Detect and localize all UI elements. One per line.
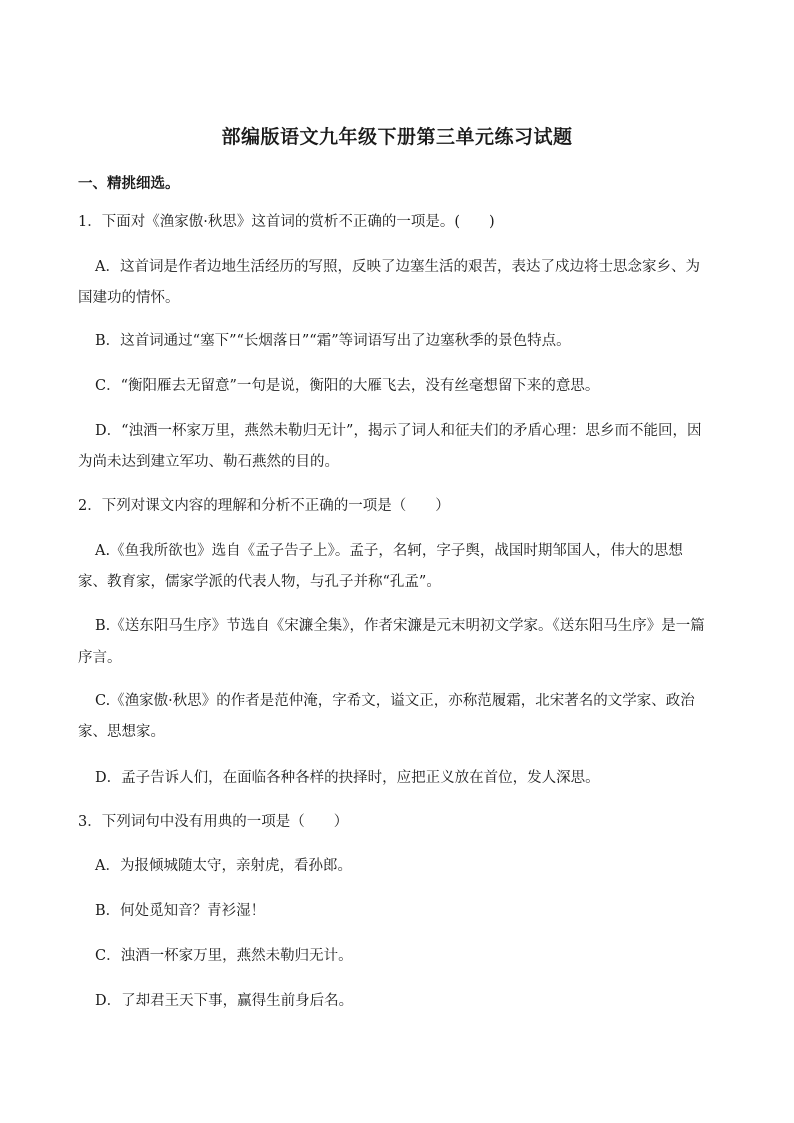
question-3-option-a: A．为报倾城随太守，亲射虎，看孙郎。 bbox=[95, 858, 352, 874]
question-3-option-d: D．了却君王天下事，赢得生前身后名。 bbox=[95, 993, 354, 1009]
question-1-stem: 1．下面对《渔家傲·秋思》这首词的赏析不正确的一项是。( ) bbox=[78, 214, 495, 230]
question-1-option-a-continued: 国建功的情怀。 bbox=[78, 290, 180, 306]
question-3-stem: 3．下列词句中没有用典的一项是（ ） bbox=[78, 814, 349, 830]
question-3-option-b: B．何处觅知音？青衫湿！ bbox=[95, 903, 266, 919]
question-2-option-c: C.《渔家傲·秋思》的作者是范仲淹，字希文，谥文正，亦称范履霜，北宋著名的文学家、政治 bbox=[95, 693, 695, 709]
section-heading: 一、精挑细选。 bbox=[78, 176, 180, 192]
question-1-option-c: C．“衡阳雁去无留意”一句是说，衡阳的大雁飞去，没有丝毫想留下来的意思。 bbox=[95, 378, 600, 394]
question-3-option-c: C．浊酒一杯家万里，燕然未勒归无计。 bbox=[95, 948, 353, 964]
question-2-option-a: A.《鱼我所欲也》选自《孟子告子上》。孟子，名轲，字子舆，战国时期邹国人，伟大的思想 bbox=[95, 543, 683, 559]
question-2-option-b: B.《送东阳马生序》节选自《宋濂全集》，作者宋濂是元末明初文学家。《送东阳马生序》是一篇 bbox=[95, 618, 705, 634]
question-2-option-a-continued: 家、教育家，儒家学派的代表人物，与孔子并称“孔孟”。 bbox=[78, 574, 441, 590]
question-2-option-d: D．孟子告诉人们，在面临各种各样的抉择时，应把正义放在首位，发人深思。 bbox=[95, 770, 600, 786]
question-1-option-b: B．这首词通过“塞下”“长烟落日”“霜”等词语写出了边塞秋季的景色特点。 bbox=[95, 333, 571, 349]
question-1-option-d: D．“浊酒一杯家万里，燕然未勒归无计”，揭示了词人和征夫们的矛盾心理：思乡而不能回，因 bbox=[95, 423, 702, 439]
question-2-stem: 2．下列对课文内容的理解和分析不正确的一项是（ ） bbox=[78, 498, 450, 514]
question-1-option-d-continued: 为尚未达到建立军功、勒石燕然的目的。 bbox=[78, 454, 339, 470]
question-2-option-c-continued: 家、思想家。 bbox=[78, 724, 165, 740]
question-1-option-a: A．这首词是作者边地生活经历的写照，反映了边塞生活的艰苦，表达了戍边将士思念家乡、为 bbox=[95, 259, 700, 275]
page-title: 部编版语文九年级下册第三单元练习试题 bbox=[221, 126, 573, 148]
question-2-option-b-continued: 序言。 bbox=[78, 650, 122, 666]
